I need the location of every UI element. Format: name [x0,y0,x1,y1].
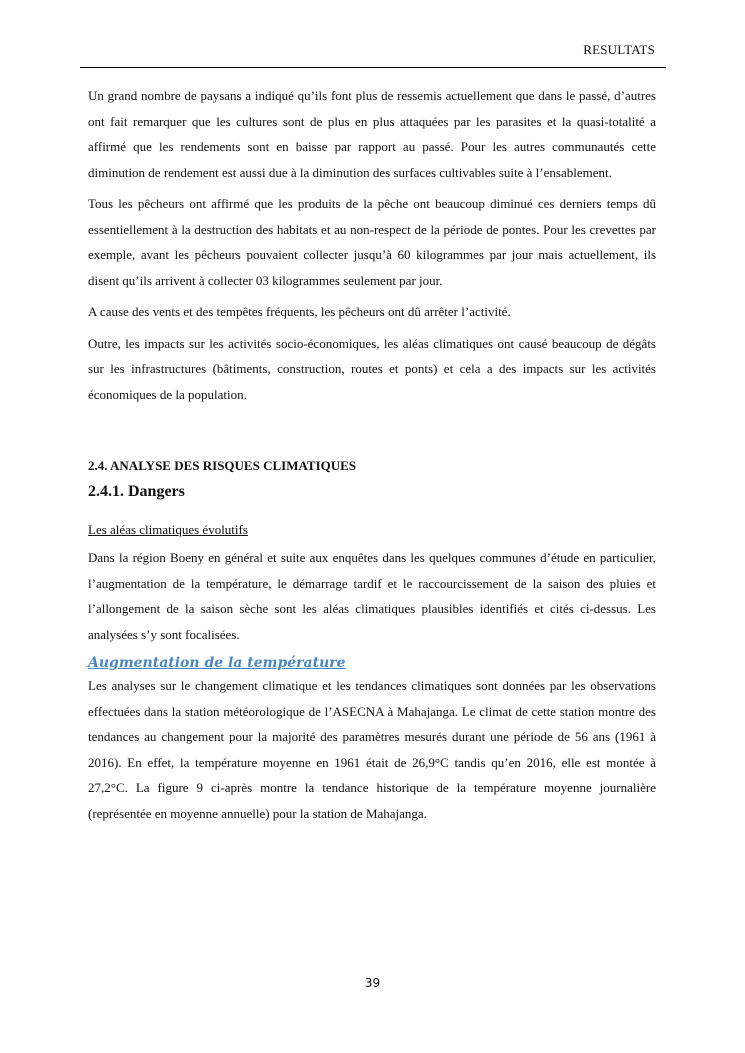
header-divider [80,67,666,68]
paragraph-winds: A cause des vents et des tempêtes fréquents, les pêcheurs ont dû arrêter l’activité. [88,304,511,319]
paragraph-infrastructure: Outre, les impacts sur les activités socio-économiques, les aléas climatiques ont causé beaucoup de dégâts sur les infrastructures (bâtiments, construction, routes et ponts) et cela a des impacts sur les activités économiques de la population. [88,335,656,402]
running-header: RESULTATS [583,42,655,57]
paragraph-fishermen: Tous les pêcheurs ont affirmé que les produits de la pêche ont beaucoup diminué ces derniers temps dû essentiellement à la destruction des habitats et au non-respect de la période de pontes. Pour les crevettes par exemple, avant les pêcheurs pouvaient collecter jusqu’à 60 kilogrammes par jour mais actuellement, ils disent qu’ils arrivent à collecter 03 kilogrammes seulement par jour. [88,196,656,288]
paragraph-farmers: Un grand nombre de paysans a indiqué qu’ils font plus de ressemis actuellement que dans le passé, d’autres ont fait remarquer que les cultures sont de plus en plus attaquées par les parasites et la quasi-totalité a affirmé que les rendements sont en baisse par rapport au passé. Pour les autres communautés cette diminution de rendement est aussi due à la diminution des surfaces cultivables suite à l’ensablement. [88,88,656,180]
underlined-title: Les aléas climatiques évolutifs [88,522,248,537]
topic-title: Augmentation de la température [88,655,346,671]
subsection-heading: 2.4.1. Dangers [88,483,185,500]
page-number: 39 [364,976,381,990]
page-body [88,83,656,832]
section-heading: 2.4. ANALYSE DES RISQUES CLIMATIQUES [88,458,357,473]
paragraph-analyses: Les analyses sur le changement climatique et les tendances climatiques sont données par les observations effectuées dans la station météorologique de l’ASECNA à Mahajanga. Le climat de cette station montre des tendances au changement pour la majorité des paramètres mesurés durant une période de 56 ans (1961 à 2016). En effet, la température moyenne en 1961 était de 26,9°C tandis qu’en 2016, elle est montée à 27,2°C. La figure 9 ci-après montre la tendance historique de la température moyenne journalière (représentée en moyenne annuelle) pour la station de Mahajanga. [88,678,656,821]
paragraph-boeny: Dans la région Boeny en général et suite aux enquêtes dans les quelques communes d’étude en particulier, l’augmentation de la température, le démarrage tardif et le raccourcissement de la saison des pluies et l’allongement de la saison sèche sont les aléas climatiques plausibles identifiés et cités ci-dessus. Les analysées s’y sont focalisées. [88,550,656,642]
